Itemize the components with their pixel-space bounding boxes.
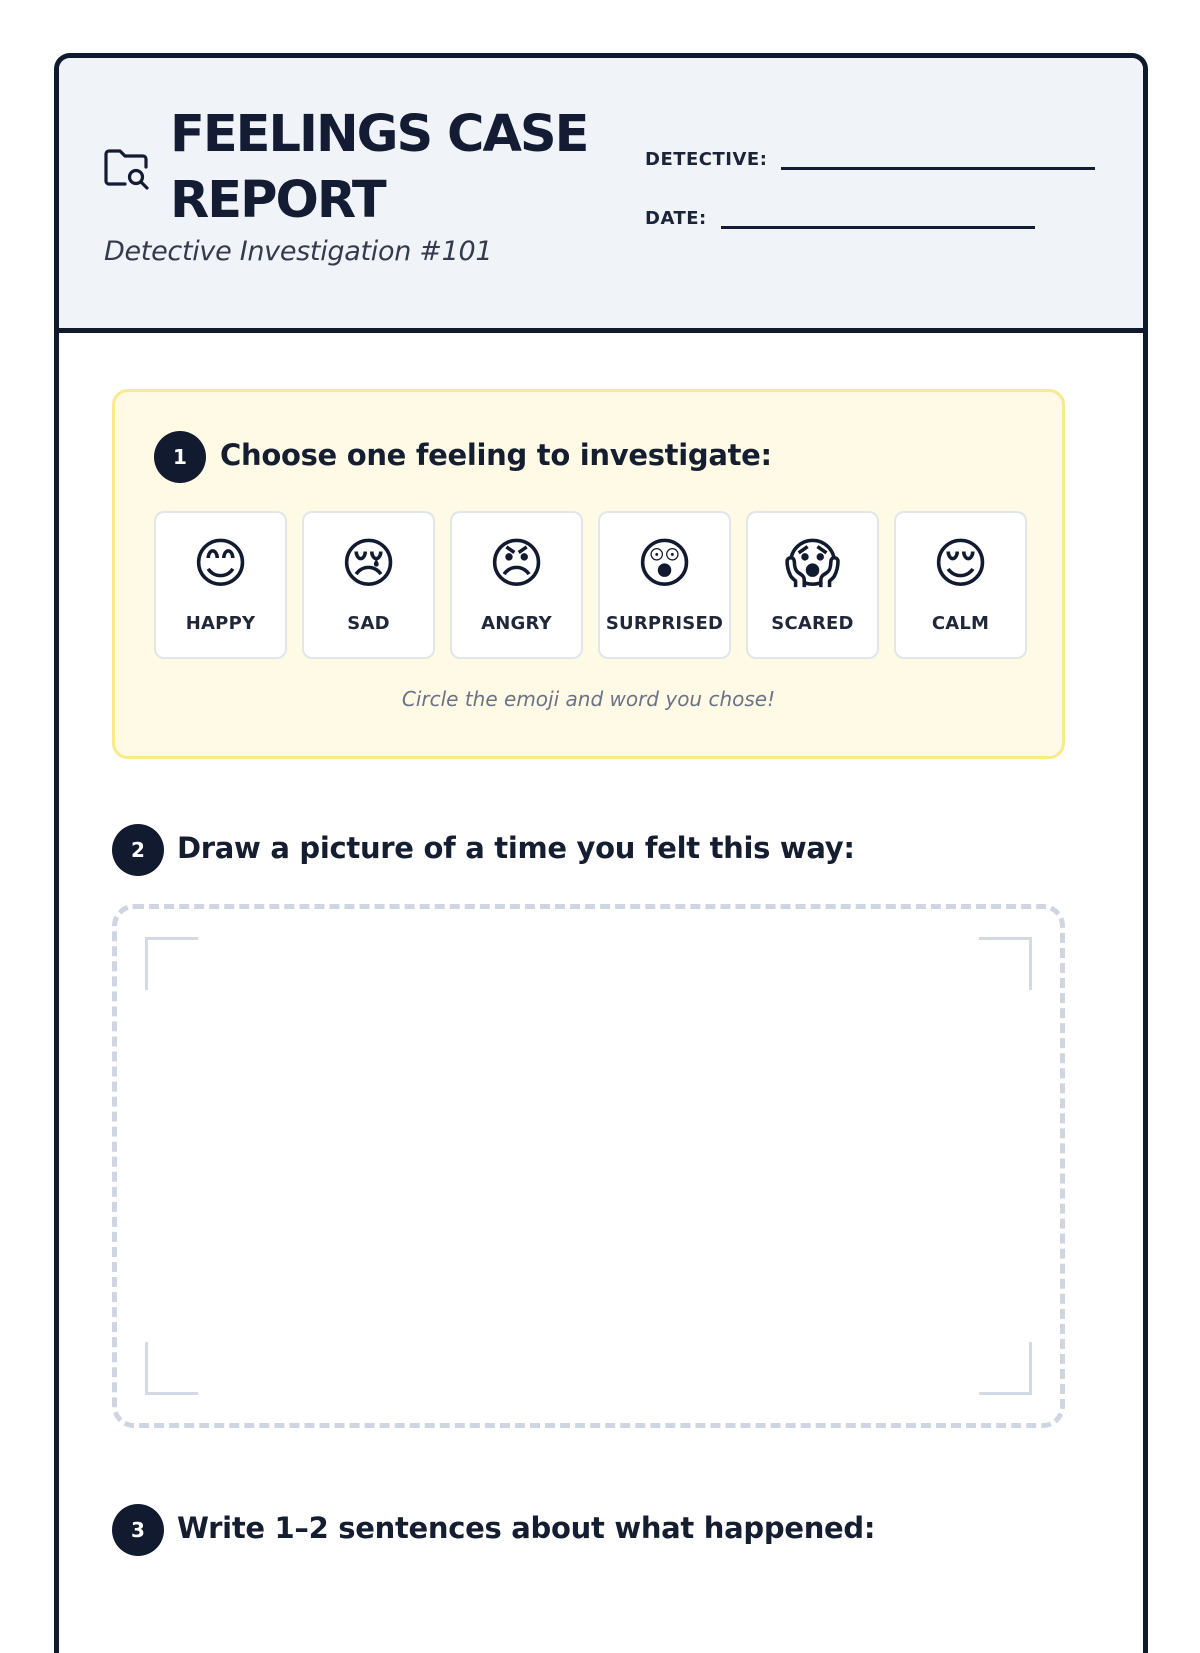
report-subtitle: Detective Investigation #101: [104, 236, 493, 267]
feeling-option-surprised[interactable]: [598, 511, 731, 659]
feeling-option-calm[interactable]: [894, 511, 1027, 659]
step-3-badge: 3: [112, 1504, 164, 1556]
date-input-line[interactable]: [721, 209, 1035, 229]
report-title: FEELINGS CASE REPORT: [170, 105, 588, 230]
feeling-label: SURPRISED: [605, 613, 724, 634]
angry-emoji-icon: 😠: [488, 532, 545, 595]
step-1-badge: 1: [154, 431, 206, 483]
step-2-badge: 2: [112, 824, 164, 876]
drawing-area[interactable]: [112, 904, 1065, 1428]
corner-mark: [979, 937, 1032, 990]
feeling-choice-panel: [112, 389, 1065, 759]
step-1-heading: Choose one feeling to investigate:: [220, 438, 772, 472]
choice-hint: Circle the emoji and word you chose!: [401, 687, 776, 711]
date-field: [645, 209, 1035, 229]
step-2-heading: Draw a picture of a time you felt this way:: [177, 831, 855, 865]
feeling-option-angry[interactable]: [450, 511, 583, 659]
report-header: [59, 58, 1143, 333]
feeling-options: [154, 511, 1027, 659]
worksheet: [54, 53, 1148, 1653]
scared-emoji-icon: 😱: [784, 532, 841, 595]
folder-search-icon: [103, 146, 151, 190]
happy-emoji-icon: 😊: [192, 532, 249, 595]
corner-mark: [979, 1342, 1032, 1395]
feeling-label: SCARED: [771, 613, 854, 634]
calm-emoji-icon: 😌: [932, 532, 989, 595]
corner-mark: [145, 937, 198, 990]
date-label: DATE:: [645, 208, 707, 229]
feeling-label: CALM: [931, 613, 990, 634]
detective-label: DETECTIVE:: [645, 149, 768, 170]
surprised-emoji-icon: 😲: [636, 532, 693, 595]
feeling-label: SAD: [347, 613, 390, 634]
sad-emoji-icon: 😢: [340, 532, 397, 595]
detective-input-line[interactable]: [781, 150, 1095, 170]
feeling-option-happy[interactable]: [154, 511, 287, 659]
feeling-option-sad[interactable]: [302, 511, 435, 659]
feeling-option-scared[interactable]: [746, 511, 879, 659]
feeling-label: ANGRY: [481, 613, 552, 634]
feeling-label: HAPPY: [185, 613, 256, 634]
detective-field: [645, 150, 1095, 170]
step-3-heading: Write 1–2 sentences about what happened:: [177, 1511, 876, 1545]
corner-mark: [145, 1342, 198, 1395]
